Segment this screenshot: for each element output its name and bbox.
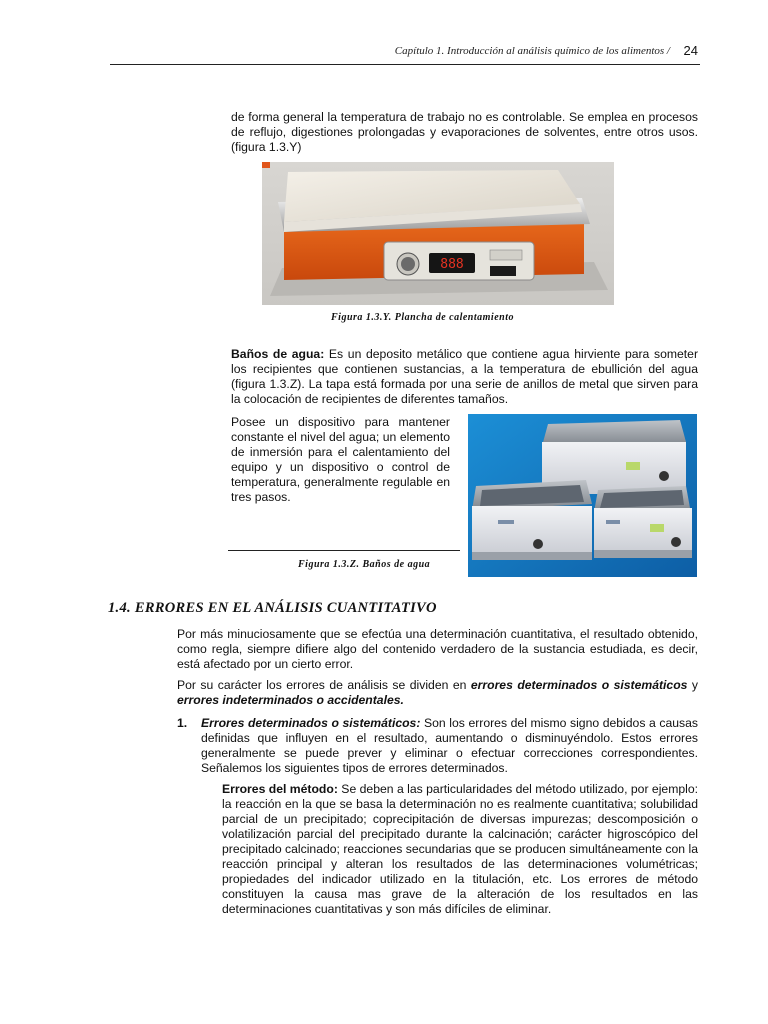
banos-text: Es un deposito metálico que contiene agua hirviente para someter los recipientes que contienen sustancias, a la temperatura de ebullición del agua (figura 1.3.Z). La tapa está formada por una serie de anillos de metal que sirven para la colocación de recipientes de diferentes tamaños. — [231, 347, 699, 406]
figure-z-rule — [228, 550, 460, 551]
metodo-paragraph — [222, 782, 698, 917]
section-paragraph-1: Por más minuciosamente que se efectúa una determinación cuantitativa, el resultado obtenido, como regla, siempre difiere algo del contenido verdadero de la sustancia estudiada, es decir, está afectado por un cierto error. — [177, 627, 698, 671]
section-heading: 1.4. ERRORES EN EL ANÁLISIS CUANTITATIVO — [108, 600, 437, 616]
banos-lead: Baños de agua: — [231, 347, 325, 361]
chapter-title: Capítulo 1. Introducción al análisis químico de los alimentos / — [394, 45, 670, 57]
page-number: 24 — [683, 43, 698, 58]
figure-heating-plate — [262, 162, 614, 305]
metodo-text: Se deben a las particularidades del método utilizado, por ejemplo: la reacción en la que se basa la determinación no es realmente cuantitativa; solubilidad parcial de un precipitado; coprecipitación de diversas impurezas; descomposición o volatilización parcial del precipitado durante la calcinación; carácter higroscópico del precipitado calcinado; reacciones secundarias que se producen simultáneamente con la reacción principal y alteran los resultados de las determinaciones volumétricas; propiedades del indicador utilizado en la titulación, etc. Los errores de método constituyen la causa mas grave de la alteración de los resultados en las determinaciones cuantitativas y son más difíciles de eliminar. — [222, 782, 698, 916]
section-paragraph-2 — [177, 678, 698, 708]
banos-second-paragraph: Posee un dispositivo para mantener constante el nivel del agua; un elemento de inmersión para el calentamiento del equipo y un dispositivo o control de temperatura, generalmente regulable en tres pasos. — [231, 415, 450, 504]
metodo-lead: Errores del método: — [222, 782, 338, 796]
item-1-text: Son los errores del mismo signo debidos a causas definidas que influyen en el resultado, aumentando o disminuyéndolo. Estos errores generalmente se puede prever y eliminar o efectuar correcciones correspondientes. Señalemos los siguientes tipos de errores determinados. — [201, 716, 698, 775]
page-header — [110, 44, 700, 66]
header-rule — [110, 64, 700, 65]
p2-text-c: y — [687, 678, 698, 692]
water-baths-image — [468, 414, 697, 577]
item-1-paragraph — [201, 716, 698, 776]
item-1-title: Errores determinados o sistemáticos: — [201, 716, 421, 730]
figure-y-caption: Figura 1.3.Y. Plancha de calentamiento — [331, 312, 514, 323]
p2-accidental: errores indeterminados o accidentales. — [177, 693, 404, 707]
p2-text-a: Por su carácter los errores de análisis se dividen en — [177, 678, 471, 692]
banos-paragraph — [231, 347, 698, 407]
intro-paragraph: de forma general la temperatura de trabajo no es controlable. Se emplea en procesos de reflujo, digestiones prolongadas y evaporaciones de solventes, entre otros usos. (figura 1.3.Y) — [231, 110, 698, 154]
heating-plate-image — [262, 162, 614, 305]
figure-water-baths — [468, 414, 697, 577]
p2-systematic: errores determinados o sistemáticos — [470, 678, 688, 692]
figure-z-caption: Figura 1.3.Z. Baños de agua — [298, 559, 431, 570]
display-readout: 888 — [440, 257, 464, 272]
item-1-number: 1. — [177, 716, 188, 730]
